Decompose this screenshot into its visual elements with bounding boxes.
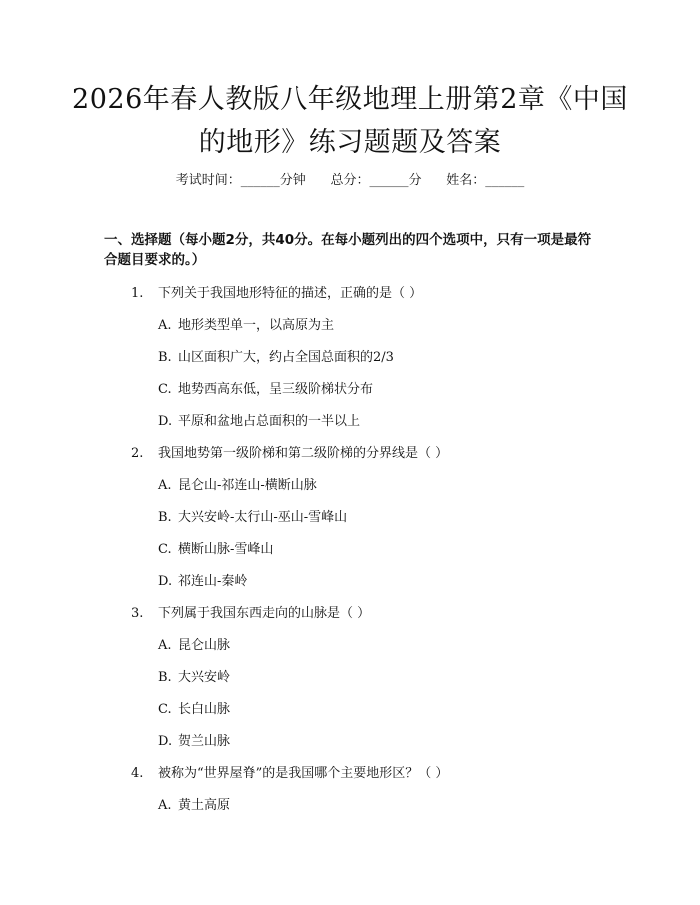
question-number: 2. — [131, 446, 144, 461]
question-stem: 下列关于我国地形特征的描述，正确的是（ ） — [158, 286, 423, 301]
option-letter: D. — [158, 414, 173, 429]
question-number: 1. — [131, 286, 144, 301]
question-stem: 下列属于我国东西走向的山脉是（ ） — [158, 606, 371, 621]
question-number: 4. — [131, 766, 144, 781]
question-3-option-d — [158, 730, 230, 749]
option-letter: A. — [158, 478, 172, 493]
exam-info-line: 考试时间：______分钟 总分：______分 姓名：______ — [175, 173, 525, 188]
document-title: 2026年春人教版八年级地理上册第2章《中国的地形》练习题题及答案 — [72, 84, 628, 158]
option-text: 黄土高原 — [178, 798, 231, 813]
option-letter: A. — [158, 798, 172, 813]
option-text: 昆仑山脉 — [178, 638, 231, 653]
option-text: 祁连山-秦岭 — [178, 574, 248, 589]
question-2-option-d — [158, 570, 247, 589]
option-letter: C. — [158, 702, 172, 717]
option-letter: B. — [158, 670, 172, 685]
option-letter: D. — [158, 574, 173, 589]
option-letter: B. — [158, 510, 172, 525]
question-1-option-a — [158, 314, 334, 333]
question-3 — [131, 602, 370, 621]
option-text: 山区面积广大，约占全国总面积的2/3 — [178, 350, 394, 365]
question-2-option-a — [158, 474, 317, 493]
question-1 — [131, 282, 422, 301]
option-text: 地势西高东低，呈三级阶梯状分布 — [178, 382, 374, 397]
option-text: 地形类型单一，以高原为主 — [178, 318, 335, 333]
question-4-option-a — [158, 794, 230, 813]
option-text: 平原和盆地占总面积的一半以上 — [178, 414, 361, 429]
question-2-option-c — [158, 538, 273, 557]
option-text: 大兴安岭 — [178, 670, 231, 685]
option-letter: C. — [158, 382, 172, 397]
question-1-option-d — [158, 410, 360, 429]
question-stem: 我国地势第一级阶梯和第二级阶梯的分界线是（ ） — [158, 446, 449, 461]
question-stem: 被称为“世界屋脊”的是我国哪个主要地形区？（ ） — [158, 766, 449, 781]
question-number: 3. — [131, 606, 144, 621]
option-text: 贺兰山脉 — [178, 734, 231, 749]
option-text: 大兴安岭-太行山-巫山-雪峰山 — [178, 510, 348, 525]
question-4 — [131, 762, 448, 781]
question-2-option-b — [158, 506, 347, 525]
section-heading: 一、选择题（每小题2分，共40分。在每小题列出的四个选项中，只有一项是最符合题目要求的。） — [104, 232, 592, 268]
option-letter: D. — [158, 734, 173, 749]
question-1-option-b — [158, 346, 394, 365]
option-text: 横断山脉-雪峰山 — [178, 542, 274, 557]
question-2 — [131, 442, 448, 461]
question-3-option-c — [158, 698, 230, 717]
option-letter: C. — [158, 542, 172, 557]
option-text: 长白山脉 — [178, 702, 231, 717]
question-1-option-c — [158, 378, 373, 397]
option-letter: B. — [158, 350, 172, 365]
option-letter: A. — [158, 318, 172, 333]
option-letter: A. — [158, 638, 172, 653]
question-3-option-b — [158, 666, 230, 685]
question-3-option-a — [158, 634, 230, 653]
option-text: 昆仑山-祁连山-横断山脉 — [178, 478, 317, 493]
